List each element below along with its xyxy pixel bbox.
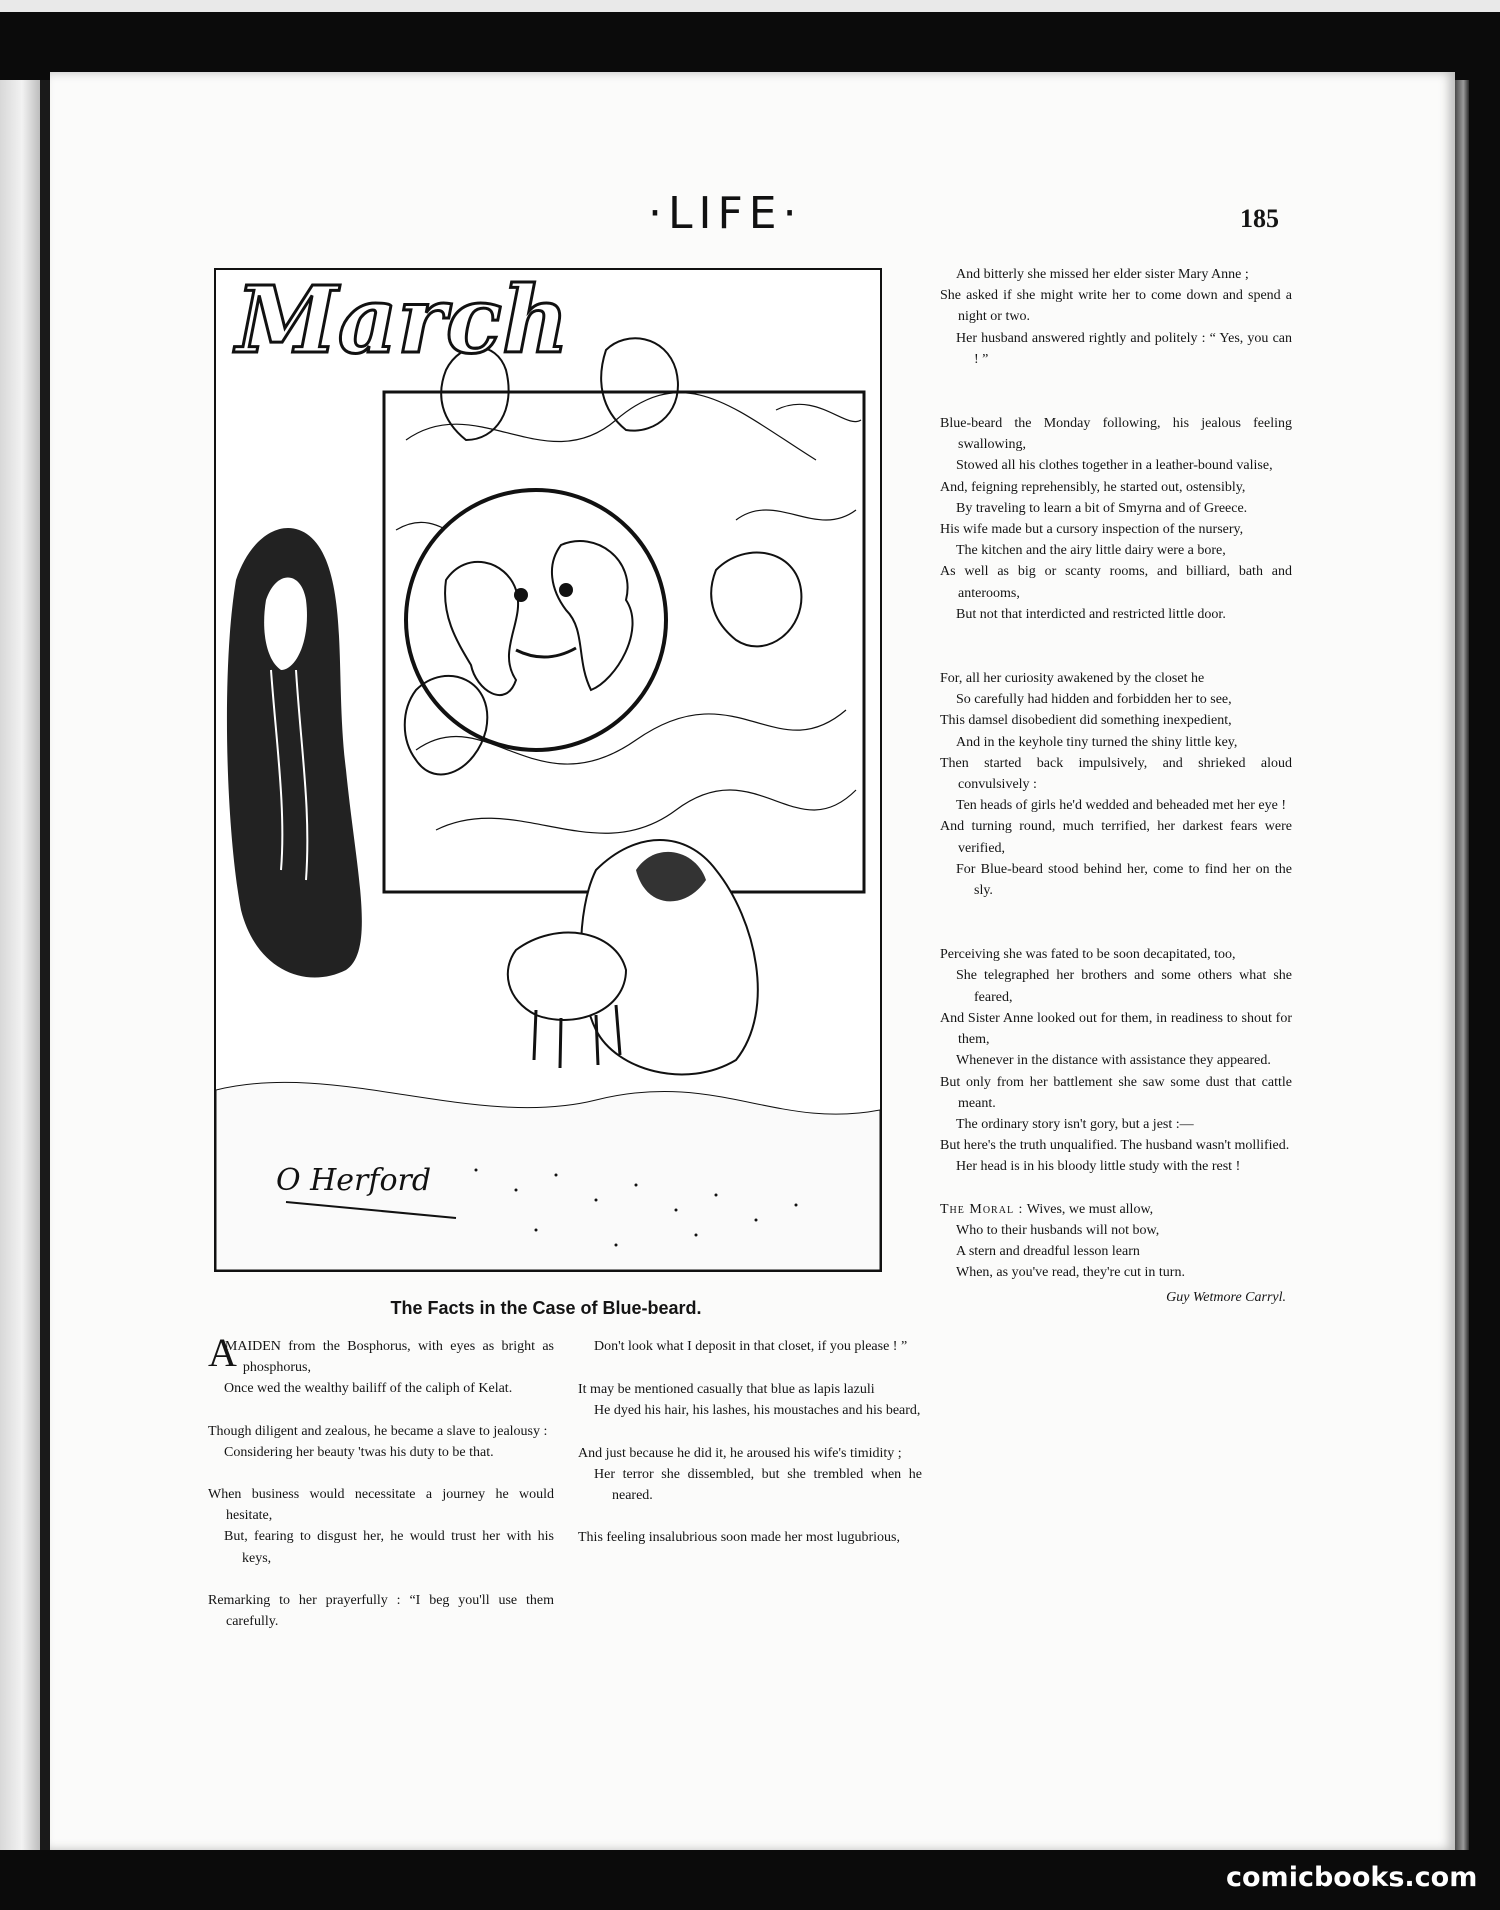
poem-line: And turning round, much terrified, her darkest fears were verified, xyxy=(940,819,1292,856)
poem-line: His wife made but a cursory inspection of the nursery, xyxy=(940,522,1244,538)
hooded-old-man xyxy=(227,528,362,978)
scan-top-edge xyxy=(0,0,1500,12)
poem-line: It may be mentioned casually that blue as lapis lazuli xyxy=(578,1382,875,1398)
poem-column-1 xyxy=(208,1330,554,1632)
story-title: The Facts in the Case of Blue-beard. xyxy=(390,1298,702,1318)
poem-line: Stowed all his clothes together in a leather-bound valise, xyxy=(956,458,1273,474)
poem-line: Though diligent and zealous, he became a slave to jealousy : xyxy=(208,1423,548,1439)
poem-line: She telegraphed her brothers and some others what she feared, xyxy=(956,968,1292,1005)
poem-line: Her head is in his bloody little study with the rest ! xyxy=(956,1159,1241,1175)
poem-line: This damsel disobedient did something inexpedient, xyxy=(940,713,1232,729)
author-signature: Guy Wetmore Carryl. xyxy=(1166,1290,1286,1306)
poem-line: Considering her beauty 'twas his duty to be that. xyxy=(224,1444,494,1460)
march-illustration xyxy=(214,268,882,1272)
poem-line: And in the keyhole tiny turned the shiny little key, xyxy=(956,734,1238,750)
moral-label: The Moral : xyxy=(940,1201,1024,1217)
poem-line: But here's the truth unqualified. The husband wasn't mollified. xyxy=(940,1138,1290,1154)
poem-line: Blue-beard the Monday following, his jealous feeling swallowing, xyxy=(940,416,1292,453)
globe-with-face xyxy=(406,490,666,750)
poem-line: Her terror she dissembled, but she trembled when he neared. xyxy=(594,1466,922,1504)
moral-line: When, as you've read, they're cut in turn. xyxy=(956,1265,1185,1281)
poem-line: But, fearing to disgust her, he would trust her with his keys, xyxy=(224,1529,554,1566)
poem-column-2 xyxy=(578,1336,922,1548)
poem-line: As well as big or scanty rooms, and billiard, bath and anterooms, xyxy=(940,564,1292,601)
poem-line: And just because he did it, he aroused his wife's timidity ; xyxy=(578,1445,902,1461)
illustration-drawing xyxy=(216,270,880,1270)
poem-line: But only from her battlement she saw some dust that cattle meant. xyxy=(940,1074,1292,1111)
poem-line: When business would necessitate a journey he would hesitate, xyxy=(208,1487,554,1524)
poem-column-3 xyxy=(940,264,1292,1309)
right-page-edge xyxy=(1455,80,1469,1850)
poem-line: Then started back impulsively, and shrieked aloud convulsively : xyxy=(940,755,1292,793)
poem-line: She asked if she might write her to come down and spend a night or two. xyxy=(940,288,1292,325)
moral-line: A stern and dreadful lesson learn xyxy=(956,1243,1140,1259)
poem-line: By traveling to learn a bit of Smyrna and of Greece. xyxy=(956,500,1248,516)
poem-line: And Sister Anne looked out for them, in readiness to shout for them, xyxy=(940,1010,1292,1048)
poem-line: He dyed his hair, his lashes, his moustaches and his beard, xyxy=(594,1403,921,1419)
masthead: ·LIFE· xyxy=(648,188,803,239)
poem-line: Once wed the wealthy bailiff of the caliph of Kelat. xyxy=(224,1381,513,1397)
poem-line: Don't look what I deposit in that closet, if you please ! ” xyxy=(594,1339,908,1354)
poem-line: So carefully had hidden and forbidden her to see, xyxy=(956,692,1232,708)
poem-line: For, all her curiosity awakened by the closet he xyxy=(940,671,1205,687)
left-page-edge xyxy=(0,80,40,1850)
book-spine xyxy=(40,80,50,1850)
poem-line: Ten heads of girls he'd wedded and beheaded met her eye ! xyxy=(956,798,1287,814)
poem-line: But not that interdicted and restricted little door. xyxy=(956,606,1226,622)
watermark: comicbooks.com xyxy=(1226,1862,1478,1893)
moral-line: Who to their husbands will not bow, xyxy=(956,1222,1160,1238)
poem-line: And bitterly she missed her elder sister Mary Anne ; xyxy=(956,267,1249,282)
poem-line: The kitchen and the airy little dairy were a bore, xyxy=(956,543,1226,559)
poem-line: Perceiving she was fated to be soon decapitated, too, xyxy=(940,947,1236,963)
poem-line: Her husband answered rightly and politely : “ Yes, you can ! ” xyxy=(956,330,1292,367)
march-lettering: March xyxy=(236,270,569,374)
poem-line: Whenever in the distance with assistance they appeared. xyxy=(956,1053,1271,1069)
poem-line: A MAIDEN from the Bosphorus, with eyes as bright as phosphorus, xyxy=(208,1330,554,1376)
poem-line: And, feigning reprehensibly, he started out, ostensibly, xyxy=(940,479,1246,495)
artist-signature: O Herford xyxy=(276,1163,432,1198)
poem-line: This feeling insalubrious soon made her most lugubrious, xyxy=(578,1530,900,1546)
page-number: 185 xyxy=(1240,204,1279,233)
poem-line: Remarking to her prayerfully : “I beg you'll use them carefully. xyxy=(208,1592,554,1630)
poem-line: The ordinary story isn't gory, but a jest :— xyxy=(956,1116,1194,1132)
poem-line: For Blue-beard stood behind her, come to find her on the sly. xyxy=(956,861,1292,899)
drop-cap: A xyxy=(208,1330,237,1375)
moral-line: The Moral : Wives, we must allow, xyxy=(940,1201,1154,1217)
